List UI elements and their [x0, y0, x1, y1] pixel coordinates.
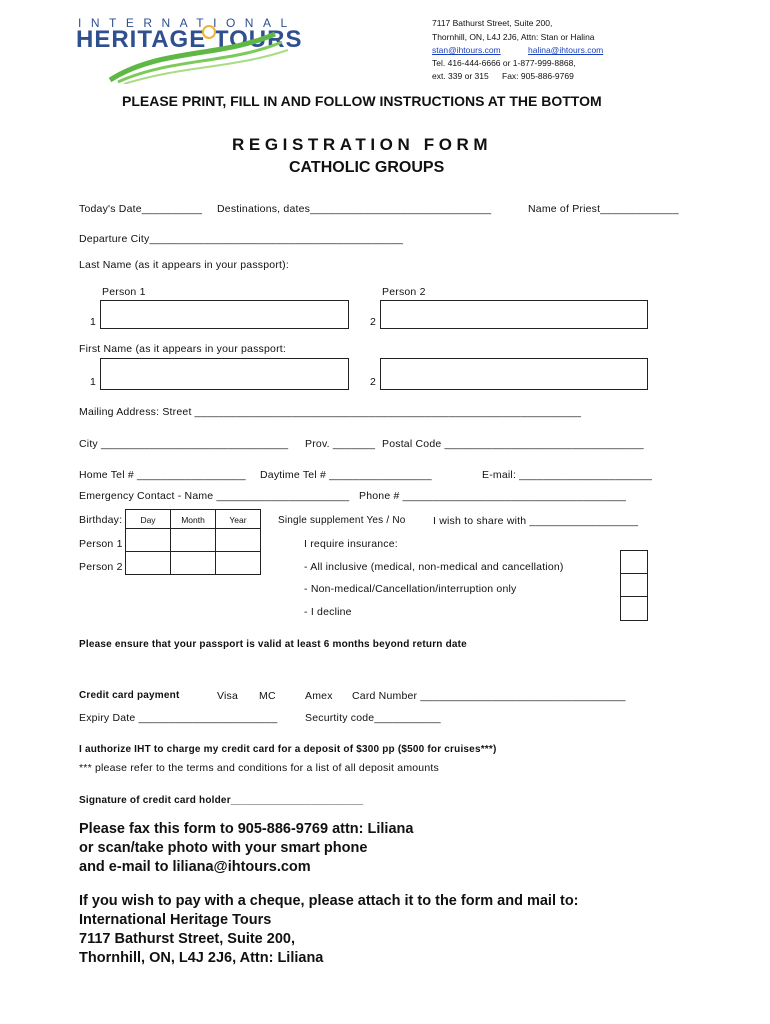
security-code-field[interactable]: Securtity code___________ [305, 712, 441, 724]
card-number-field[interactable]: Card Number __________________________________ [352, 690, 626, 702]
expiry-date-field[interactable]: Expiry Date _______________________ [79, 712, 278, 724]
fax-instructions [79, 820, 719, 877]
mc-option[interactable]: MC [259, 690, 276, 702]
credit-card-label: Credit card payment [79, 690, 180, 701]
terms-note: *** please refer to the terms and conditions for a list of all deposit amounts [79, 762, 439, 774]
insurance-non-medical-checkbox[interactable] [620, 573, 648, 598]
contact-fax: Fax: 905-886-9769 [502, 71, 574, 81]
insurance-decline-checkbox[interactable] [620, 596, 648, 621]
day-header: Day [140, 515, 156, 525]
insurance-option-non-medical: - Non-medical/Cancellation/interruption only [304, 583, 517, 595]
fax-line-1: Please fax this form to 905-886-9769 attn: Liliana [79, 821, 414, 837]
logo-swoosh-icon [100, 28, 290, 84]
insurance-option-all-inclusive: - All inclusive (medical, non-medical and cancellation) [304, 561, 564, 573]
cheque-line-3: 7117 Bathurst Street, Suite 200, [79, 931, 295, 947]
insurance-all-inclusive-checkbox[interactable] [620, 550, 648, 575]
authorize-statement: I authorize IHT to charge my credit card for a deposit of $300 pp ($500 for cruises***) [79, 744, 497, 755]
destinations-field[interactable]: Destinations, dates______________________________ [217, 203, 492, 215]
cheque-instructions [79, 892, 719, 968]
form-title: REGISTRATION FORM [232, 135, 493, 154]
todays-date-field[interactable]: Today's Date__________ [79, 203, 203, 215]
birthday-year-person1[interactable] [216, 529, 261, 552]
contact-address1: 7117 Bathurst Street, Suite 200, [432, 18, 553, 28]
amex-option[interactable]: Amex [305, 690, 333, 702]
insurance-label: I require insurance: [304, 538, 398, 550]
cheque-line-1: If you wish to pay with a cheque, please attach it to the form and mail to: [79, 893, 579, 909]
home-tel-field[interactable]: Home Tel # __________________ [79, 469, 246, 481]
email-field[interactable]: E-mail: ______________________ [482, 469, 653, 481]
fax-line-3: and e-mail to liliana@ihtours.com [79, 859, 311, 875]
form-subtitle: CATHOLIC GROUPS [289, 159, 445, 176]
city-field[interactable]: City _______________________________ [79, 438, 289, 450]
birthday-year-person2[interactable] [216, 552, 261, 575]
first-name-label: First Name (as it appears in your passport: [79, 343, 287, 355]
signature-field[interactable]: Signature of credit card holder_______________________ [79, 795, 364, 806]
postal-code-field[interactable]: Postal Code _________________________________ [382, 438, 644, 450]
birthday-month-person1[interactable] [171, 529, 216, 552]
cheque-line-2: International Heritage Tours [79, 912, 272, 928]
share-with-field[interactable]: I wish to share with __________________ [433, 515, 639, 527]
passport-note: Please ensure that your passport is valid at least 6 months beyond return date [79, 639, 467, 650]
emergency-phone-field[interactable]: Phone # _____________________________________ [359, 490, 627, 502]
first-name-person2-input[interactable] [380, 358, 648, 390]
priest-name-field[interactable]: Name of Priest_____________ [528, 203, 679, 215]
row-number-1: 1 [90, 376, 97, 388]
birthday-day-person2[interactable] [126, 552, 171, 575]
person1-header: Person 1 [102, 286, 146, 298]
contact-tel: Tel. 416-444-6666 or 1-877-999-8868, [432, 58, 576, 68]
daytime-tel-field[interactable]: Daytime Tel # _________________ [260, 469, 432, 481]
logo-line1: INTERNATIONAL [78, 16, 297, 30]
person2-header: Person 2 [382, 286, 426, 298]
year-header: Year [229, 515, 247, 525]
fax-line-2: or scan/take photo with your smart phone [79, 840, 368, 856]
instructions-notice: PLEASE PRINT, FILL IN AND FOLLOW INSTRUCTIONS AT THE BOTTOM [122, 93, 602, 109]
logo-line2: HERITAGE TOURS [76, 26, 303, 53]
cheque-line-4: Thornhill, ON, L4J 2J6, Attn: Liliana [79, 950, 324, 966]
emergency-contact-field[interactable]: Emergency Contact - Name ______________________ [79, 490, 350, 502]
birthday-table [125, 509, 261, 575]
row-number-2: 2 [370, 376, 377, 388]
first-name-person1-input[interactable] [100, 358, 349, 390]
row-number-2: 2 [370, 316, 377, 328]
birthday-month-person2[interactable] [171, 552, 216, 575]
month-header: Month [181, 515, 205, 525]
mailing-address-field[interactable]: Mailing Address: Street ________________________________________________________________ [79, 406, 582, 418]
sun-icon [201, 24, 217, 40]
contact-ext: ext. 339 or 315 [432, 71, 489, 81]
last-name-person2-input[interactable] [380, 300, 648, 329]
departure-city-field[interactable]: Departure City__________________________________________ [79, 233, 404, 245]
contact-address2: Thornhill, ON, L4J 2J6, Attn: Stan or Halina [432, 32, 595, 42]
row-number-1: 1 [90, 316, 97, 328]
birthday-person2-label: Person 2 [79, 561, 123, 573]
visa-option[interactable]: Visa [217, 690, 239, 702]
birthday-person1-label: Person 1 [79, 538, 123, 550]
birthday-day-person1[interactable] [126, 529, 171, 552]
single-supplement-field[interactable]: Single supplement Yes / No [278, 515, 406, 526]
email-link-halina[interactable]: halina@ihtours.com [528, 45, 604, 55]
province-field[interactable]: Prov. _______ [305, 438, 376, 450]
last-name-person1-input[interactable] [100, 300, 349, 329]
insurance-option-decline: - I decline [304, 606, 352, 618]
email-link-stan[interactable]: stan@ihtours.com [432, 45, 501, 55]
birthday-label: Birthday: [79, 514, 123, 526]
last-name-label: Last Name (as it appears in your passport): [79, 259, 289, 271]
